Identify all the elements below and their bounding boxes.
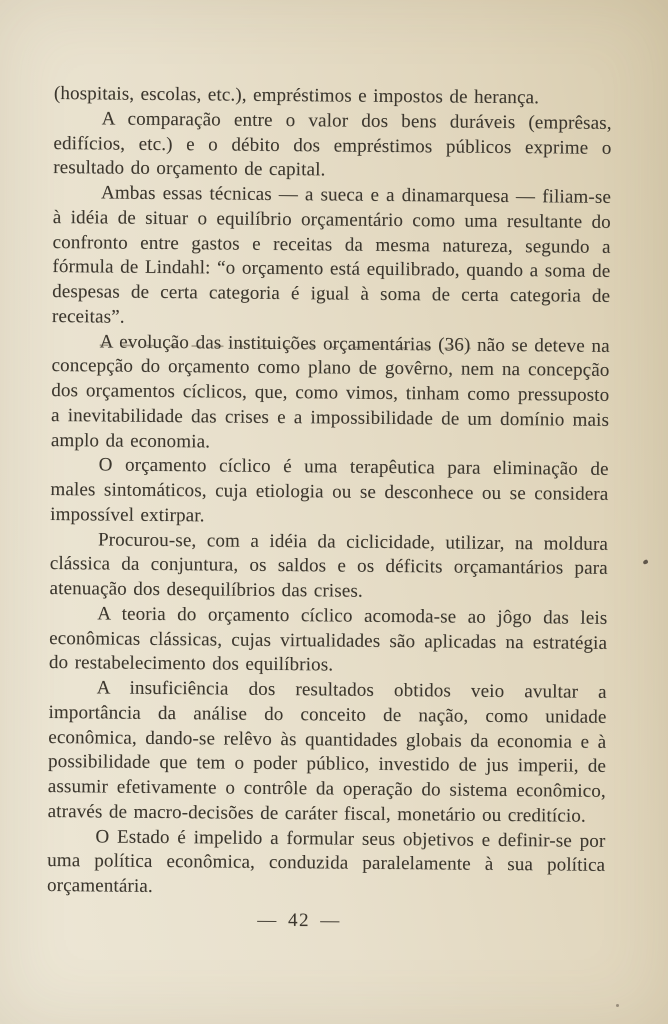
- ink-speck: [616, 1004, 619, 1007]
- paragraph: A teoria do orçamento cíclico acomoda-se ao jôgo das leis econômicas clássicas, cujas virtualidades são aplicadas na estratégia do restabelecimento dos equilíbrios.: [48, 603, 608, 676]
- page-number: — 42 —: [257, 909, 341, 932]
- paragraph-text: não se deteve na concepção do orçamento como plano de govêrno, nem na concepção dos orçamentos cíclicos, que, como vimos, tinham como pressuposto a inevitabilidade das crises e a impossibilidade de um domínio mais amplo da economia.: [50, 334, 610, 452]
- page-text-block: [47, 82, 612, 904]
- paragraph: (hospitais, escolas, etc.), empréstimos e impostos de herança.: [53, 82, 540, 109]
- paragraph: A comparação entre o valor dos bens duráveis (emprêsas, edifícios, etc.) e o débito dos empréstimos públicos exprime o resultado do orçamento de capital.: [53, 108, 612, 181]
- paragraph: Procurou-se, com a idéia da ciclicidade, utilizar, na moldura clássica da conjuntura, os saldos e os déficits orçamantários para atenuação dos desequilíbrios das crises.: [49, 528, 609, 602]
- paragraph: [51, 329, 610, 458]
- paragraph: O Estado é impelido a formular seus objetivos e definir-se por uma política econômica, conduzida paralelamente à sua política orçamentária.: [46, 825, 606, 897]
- paragraph: O orçamento cíclico é uma terapêutica para eliminação de males sintomáticos, cuja etiologia ou se desconhece ou se considera impossível extirpar.: [50, 454, 609, 527]
- pencil-struck-text: A evolução das instituições orçamentárias (36): [99, 330, 471, 356]
- paragraph: Ambas essas técnicas — a sueca e a dinamarquesa — filiam-se à idéia de situar o equilíbrio orçamentário como uma resultante do confronto entre gastos e receitas da mesma natureza, segundo a fórmula de Lindahl: “o orçamento está equilibrado, quando a soma de despesas de certa categoria é igual à soma de certa categoria de receitas”.: [51, 182, 612, 328]
- paragraph: A insuficiência dos resultados obtidos veio avultar a importância da análise do conceito de nação, como unidade econômica, dando-se relêvo às quantidades globais da economia e à possibilidade que tem o poder público, investido de jus imperii, de assumir efetivamente o contrôle da operação do sistema econômico, através de macro-decisões de caráter fiscal, monetário ou creditício.: [47, 677, 607, 827]
- ink-speck: [642, 559, 648, 565]
